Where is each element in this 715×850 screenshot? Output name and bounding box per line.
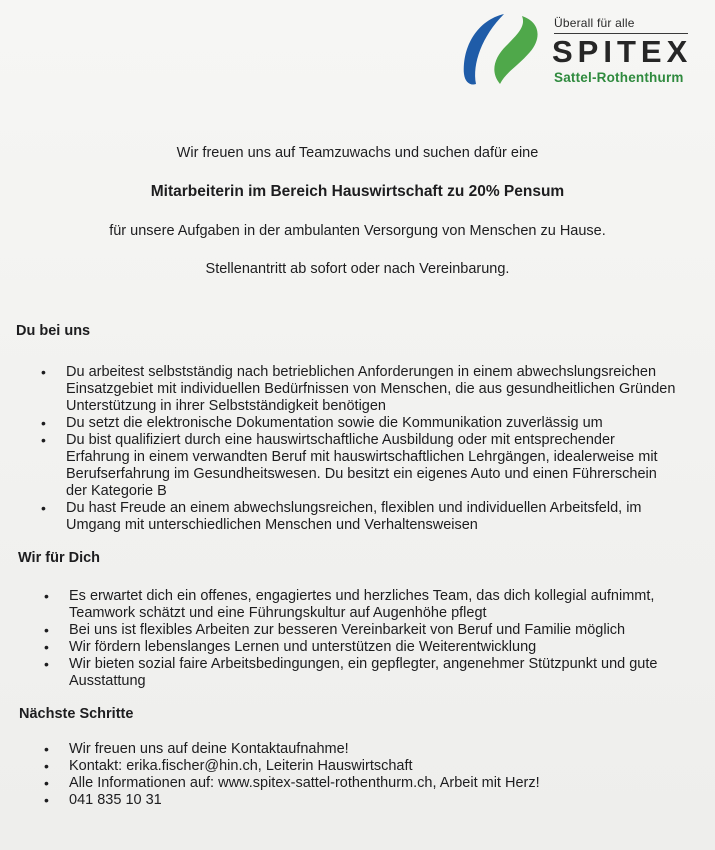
spitex-logo xyxy=(460,12,700,88)
list-wir-fuer-dich xyxy=(44,588,674,690)
section-heading-du-bei-uns: Du bei uns xyxy=(16,323,91,339)
logo-subtitle: Sattel-Rothenthurm xyxy=(554,70,684,85)
section-heading-naechste-schritte: Nächste Schritte xyxy=(19,706,134,722)
list-item: • Wir fördern lebenslanges Lernen und unterstützen die Weiterentwicklung xyxy=(44,639,674,656)
list-item: • Du bist qualifiziert durch eine hauswirtschaftliche Ausbildung oder mit entsprechender Erfahrung in einem verwandten Beruf mit hauswirtschaftlichen Lehrgängen, idealerweise mit Berufserfahrung im Gesundheitswesen. Du besitzt ein eigenes Auto und einen Führerschein der Kategorie B xyxy=(41,432,681,500)
list-item: • Es erwartet dich ein offenes, engagiertes und herzliches Team, das dich kollegial aufnimmt, Teamwork schätzt und eine Führungskultur auf Augenhöhe pflegt xyxy=(44,588,674,622)
list-item: • Du arbeitest selbstständig nach betrieblichen Anforderungen in einem abwechslungsreichen Einsatzgebiet mit individuellen Bedürfnissen von Menschen, die aus gesundheitlichen Gründen Unterstützung in ihrer Selbstständigkeit benötigen xyxy=(41,364,681,415)
list-item: • Du hast Freude an einem abwechslungsreichen, flexiblen und individuellen Arbeitsfeld, im Umgang mit unterschiedlichen Menschen und Verhaltensweisen xyxy=(41,500,681,534)
list-item: • Wir freuen uns auf deine Kontaktaufnahme! xyxy=(44,741,674,758)
section-heading-wir-fuer-dich: Wir für Dich xyxy=(18,550,101,566)
intro-description: für unsere Aufgaben in der ambulanten Versorgung von Menschen zu Hause. xyxy=(109,223,606,239)
list-naechste-schritte xyxy=(44,741,674,809)
contact-email[interactable]: • Kontakt: erika.fischer@hin.ch, Leiterin Hauswirtschaft xyxy=(44,758,674,775)
website-link[interactable]: • Alle Informationen auf: www.spitex-sattel-rothenthurm.ch, Arbeit mit Herz! xyxy=(44,775,674,792)
list-item: • Bei uns ist flexibles Arbeiten zur besseren Vereinbarkeit von Beruf und Familie möglich xyxy=(44,622,674,639)
phone-number[interactable]: • 041 835 10 31 xyxy=(44,792,674,809)
logo-tagline: Überall für alle xyxy=(554,16,635,30)
list-du-bei-uns xyxy=(41,364,681,534)
list-item: • Wir bieten sozial faire Arbeitsbedingungen, ein gepflegter, angenehmer Stützpunkt und gute Ausstattung xyxy=(44,656,674,690)
list-item: • Du setzt die elektronische Dokumentation sowie die Kommunikation zuverlässig um xyxy=(41,415,681,432)
intro-line: Wir freuen uns auf Teamzuwachs und suchen dafür eine xyxy=(176,145,539,161)
job-title: Mitarbeiterin im Bereich Hauswirtschaft zu 20% Pensum xyxy=(150,183,565,200)
spitex-swoosh-icon xyxy=(460,12,542,86)
logo-name: SPITEX xyxy=(552,34,693,69)
start-date: Stellenantritt ab sofort oder nach Vereinbarung. xyxy=(205,261,510,277)
